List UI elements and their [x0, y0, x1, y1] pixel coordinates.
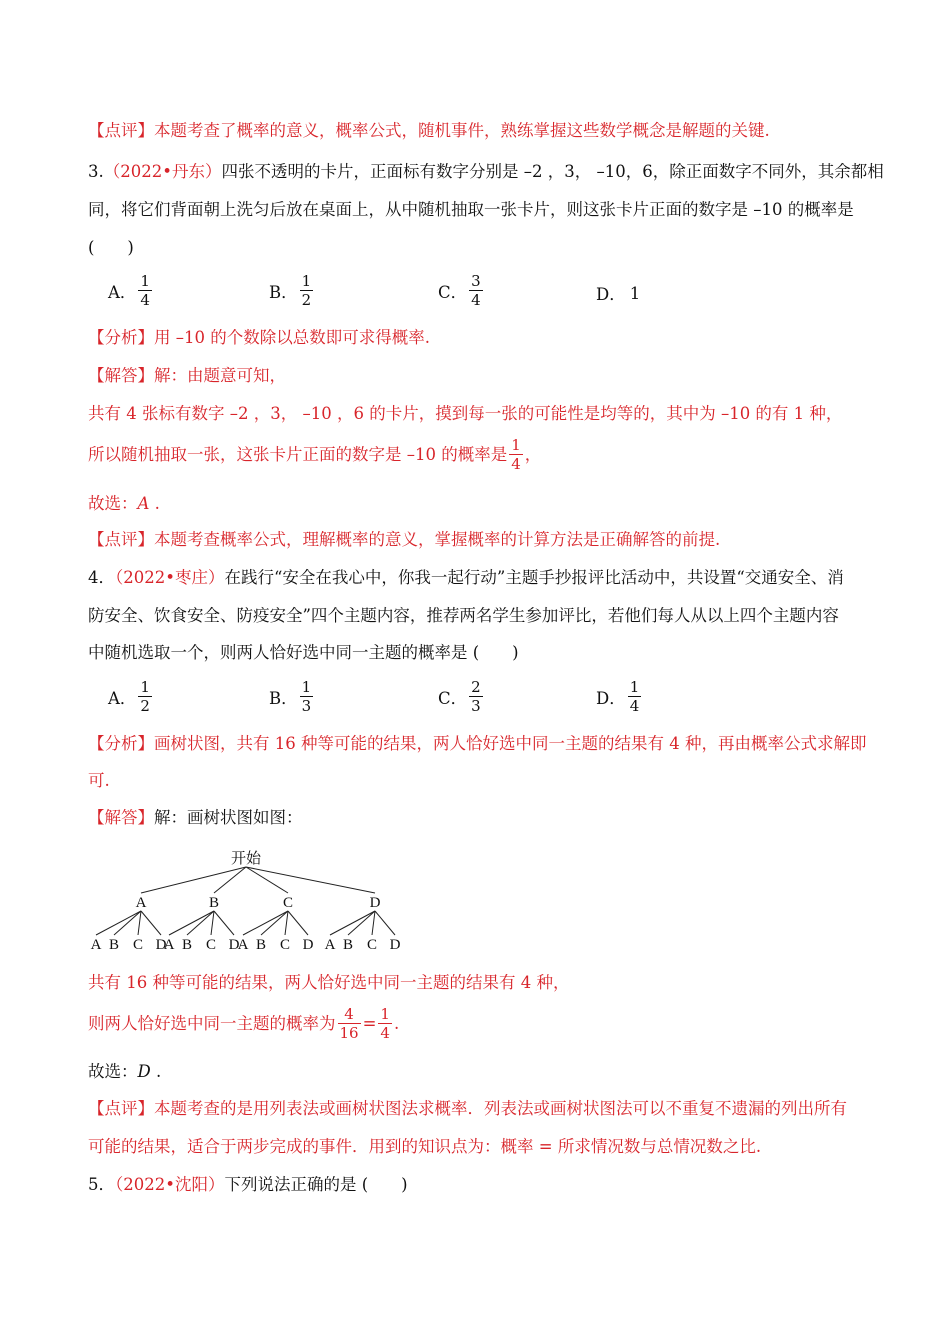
q4-option-b [269, 678, 315, 715]
fraction [378, 1005, 392, 1042]
q4-option-a [108, 678, 154, 715]
fraction [300, 272, 314, 309]
fraction [138, 272, 152, 309]
denominator: 3 [301, 697, 312, 715]
comment-q2: 【点评】本题考查了概率的意义，概率公式，随机事件，熟练掌握这些数学概念是解题的关键. [88, 121, 770, 140]
option-label: B． [269, 688, 298, 708]
answer-q4-step-2 [88, 1005, 399, 1042]
tree-node-level1: D [369, 895, 381, 911]
tree-node-level1: A [135, 895, 147, 911]
question-source: （2022•枣庄） [115, 568, 225, 587]
answer-text: 解：画树状图如图： [154, 808, 303, 827]
question-source: （2022•丹东） [103, 162, 222, 181]
tree-branch [246, 867, 375, 893]
tree-node-leaf: D [302, 937, 314, 953]
analysis-q4-line-2: 可. [88, 771, 110, 790]
answer-q4-header [88, 806, 303, 830]
tree-branch [214, 911, 234, 935]
numerator: 1 [140, 678, 150, 696]
tree-node-leaf: D [155, 937, 167, 953]
answer-tag: 【解答】 [88, 366, 154, 385]
comment-q4-line-2: 可能的结果，适合于两步完成的事件．用到的知识点为：概率 = 所求情况数与总情况数之比. [88, 1137, 762, 1156]
option-label: B． [269, 282, 298, 302]
step-punct: ， [524, 444, 542, 464]
question-4-line-1 [88, 566, 844, 590]
denominator: 4 [629, 697, 640, 715]
tree-node-leaf: A [90, 937, 102, 953]
numerator: 1 [140, 272, 150, 290]
tree-node-leaf: C [366, 937, 378, 953]
tree-node-leaf: C [279, 937, 291, 953]
fraction [469, 272, 483, 309]
fraction [469, 678, 483, 715]
choice-q4 [88, 1060, 161, 1084]
question-4-line-2: 防安全、饮食安全、防疫安全”四个主题内容，推荐两名学生参加评比，若他们每人从以上四个主题内容 [88, 606, 839, 625]
answer-q3-step-2 [88, 436, 541, 473]
numerator: 1 [301, 272, 312, 290]
denominator: 16 [339, 1024, 359, 1042]
q4-option-c [438, 678, 485, 715]
analysis-q4-line-1: 【分析】画树状图，共有 16 种等可能的结果，两人恰好选中同一主题的结果有 4 种，再由概率公式求解即 [88, 734, 867, 753]
choice-prefix: 故选： [88, 494, 138, 513]
question-number: 4． [88, 568, 115, 587]
fraction [509, 436, 523, 473]
question-text: 在践行“安全在我心中，你我一起行动”主题手抄报评比活动中，共设置“交通安全、消 [224, 568, 844, 587]
tree-node-leaf: A [324, 937, 336, 953]
option-label: A． [108, 282, 137, 302]
option-label: C． [438, 688, 468, 708]
tree-branch [138, 911, 141, 935]
denominator: 4 [380, 1024, 390, 1042]
question-number: 3. [88, 162, 104, 181]
q3-option-a [108, 272, 154, 309]
fraction [338, 1005, 361, 1042]
option-label: D． [596, 285, 626, 304]
tree-root-label: 开始 [230, 849, 262, 867]
choice-punct: . [150, 1062, 162, 1081]
choice-letter: A [137, 494, 150, 513]
tree-node-leaf: B [255, 937, 267, 953]
numerator: 4 [344, 1005, 354, 1023]
choice-prefix: 故选： [88, 1062, 138, 1081]
tree-node-level1: C [282, 895, 294, 911]
numerator: 1 [301, 678, 312, 696]
question-3-line-1 [88, 160, 884, 184]
comment-q3: 【点评】本题考查概率公式，理解概率的意义，掌握概率的计算方法是正确解答的前提. [88, 530, 721, 549]
question-source: （2022•沈阳） [115, 1175, 225, 1194]
tree-branch [375, 911, 395, 935]
tree-branch [285, 911, 288, 935]
tree-node-leaf: D [389, 937, 401, 953]
option-value: 1 [629, 283, 641, 303]
denominator: 2 [140, 697, 150, 715]
tree-diagram [86, 845, 416, 957]
choice-q3 [88, 492, 160, 516]
step-text: 则两人恰好选中同一主题的概率为 [88, 1013, 336, 1033]
denominator: 2 [301, 291, 312, 309]
answer-tag: 【解答】 [88, 808, 154, 827]
tree-node-leaf: D [228, 937, 240, 953]
tree-node-leaf: A [237, 937, 249, 953]
comment-q4-line-1: 【点评】本题考查的是用列表法或画树状图法求概率．列表法或画树状图法可以不重复不遗漏的列出所有 [88, 1099, 847, 1118]
tree-branch [288, 911, 308, 935]
choice-letter: D [137, 1062, 151, 1081]
q3-option-c [438, 272, 485, 309]
q4-option-d [596, 678, 643, 715]
denominator: 4 [140, 291, 150, 309]
choice-punct: . [149, 494, 160, 513]
question-4-line-3: 中随机选取一个，则两人恰好选中同一主题的概率是 ( ) [88, 643, 519, 662]
tree-node-leaf: B [181, 937, 193, 953]
equals-sign: = [362, 1013, 377, 1033]
q3-option-d [596, 281, 640, 305]
denominator: 4 [471, 291, 481, 309]
tree-node-leaf: B [342, 937, 354, 953]
question-number: 5． [88, 1175, 115, 1194]
tree-node-leaf: C [205, 937, 217, 953]
answer-q4-step-1: 共有 16 种等可能的结果，两人恰好选中同一主题的结果有 4 种， [88, 973, 570, 992]
step-text: 所以随机抽取一张，这张卡片正面的数字是 –10 的概率是 [88, 444, 508, 464]
numerator: 1 [380, 1005, 390, 1023]
fraction [628, 678, 642, 715]
question-5 [88, 1173, 408, 1197]
tree-branch [141, 911, 161, 935]
numerator: 1 [511, 436, 521, 454]
denominator: 4 [511, 455, 521, 473]
fraction [138, 678, 152, 715]
question-text: 下列说法正确的是 ( ) [224, 1175, 408, 1194]
numerator: 2 [471, 678, 481, 696]
question-text: 四张不透明的卡片，正面标有数字分别是 –2 ，3， –10，6，除正面数字不同外，其余都相 [221, 162, 884, 181]
q3-option-b [269, 272, 315, 309]
option-label: C． [438, 282, 468, 302]
fraction [300, 678, 314, 715]
question-3-line-2: 同，将它们背面朝上洗匀后放在桌面上，从中随机抽取一张卡片，则这张卡片正面的数字是 –10 的概率是 [88, 200, 854, 219]
step-punct: . [393, 1013, 400, 1033]
denominator: 3 [471, 697, 481, 715]
tree-branch [372, 911, 375, 935]
answer-text: 解：由题意可知， [154, 366, 286, 385]
question-3-line-3: ( ) [88, 238, 134, 257]
option-label: D． [596, 688, 626, 708]
tree-branch [211, 911, 214, 935]
answer-q3-step-1: 共有 4 张标有数字 –2 ，3， –10 ，6 的卡片，摸到每一张的可能性是均等的，其中为 –10 的有 1 种， [88, 404, 843, 423]
analysis-q3: 【分析】用 –10 的个数除以总数即可求得概率. [88, 328, 430, 347]
numerator: 3 [471, 272, 481, 290]
tree-node-leaf: A [163, 937, 175, 953]
answer-q3-header [88, 364, 286, 388]
tree-node-leaf: C [132, 937, 144, 953]
tree-node-leaf: B [108, 937, 120, 953]
option-label: A． [108, 688, 137, 708]
numerator: 1 [629, 678, 640, 696]
tree-node-level1: B [208, 895, 220, 911]
